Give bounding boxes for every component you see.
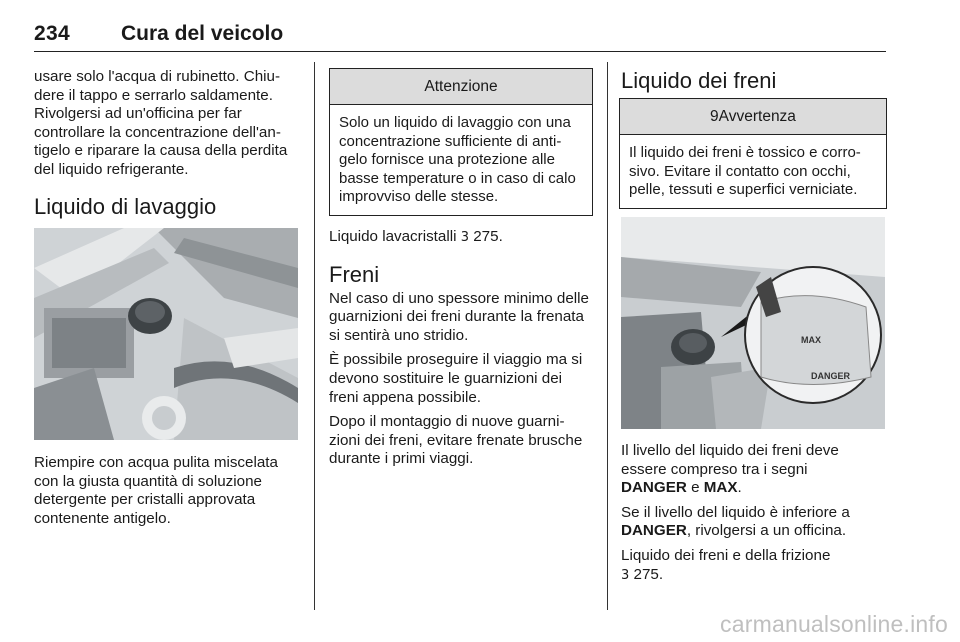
- reference-arrow-icon: 3: [460, 229, 469, 245]
- column-2: [329, 68, 593, 475]
- below-level-text: Se il livello del liquido è inferiore a: [621, 503, 850, 521]
- max-keyword: MAX: [703, 479, 738, 497]
- page-header: [34, 18, 886, 52]
- reference-arrow-icon: 3: [621, 567, 630, 583]
- notice-title: Attenzione: [330, 69, 592, 105]
- cross-reference-page: 275.: [473, 227, 503, 245]
- cross-reference[interactable]: [329, 228, 593, 248]
- level-text: Il livello del liquido dei freni deve essere compreso tra i segni: [621, 442, 839, 478]
- washer-fluid-reservoir-photo: [34, 228, 298, 440]
- max-mark-label: MAX: [801, 335, 821, 345]
- warning-text: Il liquido dei freni è tossico e corro-sivo. Evitare il contatto con occhi, pelle, tessuti e superfici verniciate.: [629, 144, 861, 199]
- period: .: [737, 479, 742, 497]
- intro-paragraph: usare solo l'acqua di rubinetto. Chiu-dere il tappo e serrarlo saldamente. Rivolgersi ad un'officina per far controllare la concentrazione dell'an-tigelo e riparare la causa della perdita del liquido refrigerante.: [34, 68, 288, 178]
- conjunction: e: [691, 479, 700, 497]
- warning-header: [620, 99, 886, 135]
- section-title-brakes: Freni: [329, 261, 380, 287]
- danger-keyword: DANGER: [621, 522, 687, 540]
- cross-reference-page: 275.: [633, 565, 664, 583]
- notice-text: Solo un liquido di lavaggio con una concentrazione sufficiente di anti-gelo fornisce una protezione alle basse temperature o in caso di calo improvviso delle stesse.: [339, 114, 576, 206]
- brakes-paragraph-1: Nel caso di uno spessore minimo delle guarnizioni dei freni durante la frenata si sentirà uno stridio.: [329, 289, 590, 344]
- chapter-title: Cura del veicolo: [121, 22, 284, 45]
- watermark: carmanualsonline.info: [720, 611, 948, 637]
- warning-title: Avvertenza: [718, 108, 796, 125]
- danger-keyword: DANGER: [621, 479, 687, 497]
- brakes-paragraph-2: È possibile proseguire il viaggio ma si devono sostituire le guarnizioni dei freni appena possibile.: [329, 351, 583, 406]
- brake-reservoir-illustration: [621, 217, 885, 429]
- page-number: 234: [34, 22, 70, 45]
- column-divider: [607, 62, 608, 610]
- cross-reference[interactable]: [621, 547, 887, 585]
- workshop-text: , rivolgersi a un officina.: [686, 522, 847, 540]
- column-1: [34, 68, 298, 220]
- image-caption: Riempire con acqua pulita miscelata con la giusta quantità di soluzione detergente per cristalli approvata contenente antigelo.: [34, 454, 278, 527]
- warning-box: [619, 98, 887, 209]
- warning-triangle-icon: 9: [710, 108, 719, 125]
- cross-reference-label: Liquido lavacristalli: [329, 227, 457, 245]
- danger-mark-label: DANGER: [811, 371, 851, 381]
- brake-fluid-paragraph-2: [621, 504, 887, 541]
- column-3: [621, 68, 887, 209]
- brake-fluid-reservoir-photo: [621, 217, 885, 429]
- notice-box: [329, 68, 593, 216]
- engine-bay-illustration: [34, 228, 298, 440]
- section-title-washer-fluid: Liquido di lavaggio: [34, 193, 217, 219]
- column-divider: [314, 62, 315, 610]
- column-1-lower: [34, 454, 298, 528]
- section-title-brake-fluid: Liquido dei freni: [621, 68, 777, 93]
- column-3-lower: [621, 442, 887, 585]
- brake-fluid-paragraph-1: [621, 442, 887, 498]
- brakes-paragraph-3: Dopo il montaggio di nuove guarni-zioni dei freni, evitare frenate brusche durante i primi viaggi.: [329, 413, 583, 468]
- cross-reference-label: Liquido dei freni e della frizione: [621, 546, 831, 564]
